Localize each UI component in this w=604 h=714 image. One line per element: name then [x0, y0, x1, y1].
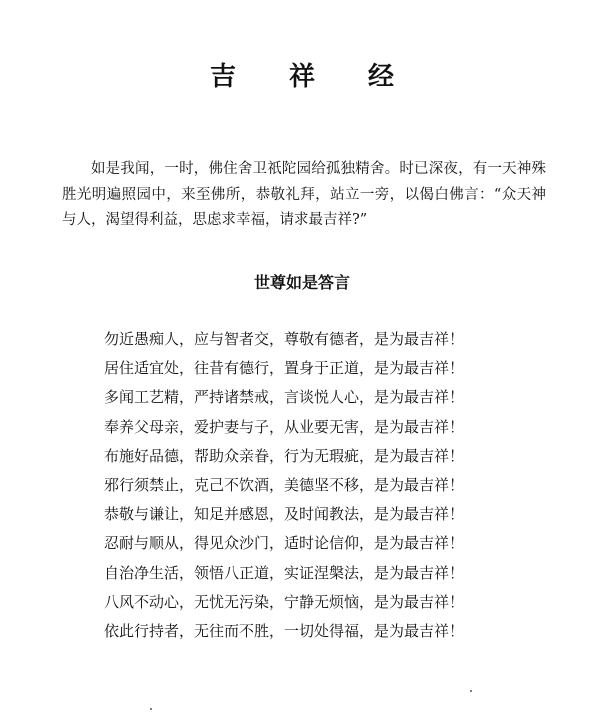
verse-line: 勿近愚痴人，应与智者交，尊敬有德者，是为最吉祥！ [104, 330, 465, 348]
verse-line: 奉养父母亲，爱护妻与子，从业要无害，是为最吉祥！ [104, 417, 465, 436]
section-subtitle: 世尊如是答言 [253, 273, 350, 292]
verse-line: 邪行须禁止，克己不饮酒，美德坚不移，是为最吉祥！ [104, 475, 465, 494]
scan-speck [470, 690, 472, 692]
verse-line: 自治净生活，领悟八正道，实证涅槃法，是为最吉祥！ [104, 563, 465, 582]
scan-speck [150, 708, 152, 710]
verse-line: 八风不动心，无忧无污染，宁静无烦恼，是为最吉祥！ [104, 592, 465, 611]
intro-paragraph: 如是我闻，一时，佛住舍卫祇陀园给孤独精舍。时已深夜，有一天神殊胜光明遍照园中，来至佛所，恭敬礼拜，站立一旁，以偈白佛言：“众天神与人，渴望得利益，思虑求幸福，请求最吉祥?” [62, 161, 546, 228]
verse-line: 居住适宜处，往昔有德行，置身于正道，是为最吉祥！ [104, 359, 465, 378]
verse-line: 依此行持者，无往而不胜，一切处得福，是为最吉祥！ [104, 621, 465, 640]
verse-line: 布施好品德，帮助众亲眷，行为无瑕疵，是为最吉祥！ [104, 446, 465, 465]
verse-line: 多闻工艺精，严持诸禁戒，言谈悦人心，是为最吉祥！ [104, 388, 465, 407]
verse-list [104, 325, 524, 646]
verse-line: 忍耐与顺从，得见众沙门，适时论信仰，是为最吉祥！ [104, 534, 465, 553]
verse-line: 恭敬与谦让，知足并感恩，及时闻教法，是为最吉祥！ [104, 505, 465, 524]
page-title: 吉 祥 经 [209, 62, 417, 92]
